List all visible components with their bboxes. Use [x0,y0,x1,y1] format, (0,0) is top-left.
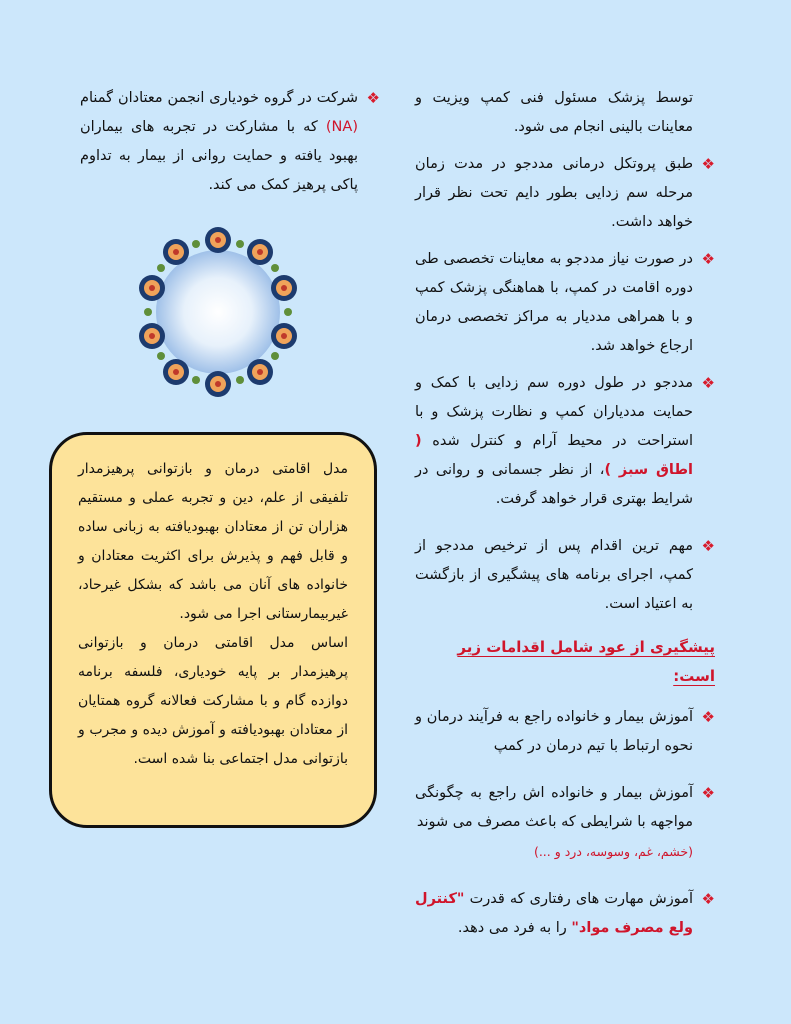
prevention-item-2-note: (خشم، غم، وسوسه، درد و ...) [533,844,693,859]
prevention-item-1 [415,703,715,761]
diamond-bullet-icon: ❖ [701,784,715,802]
diamond-bullet-icon: ❖ [701,708,715,726]
bullet-na-group [80,84,380,200]
diamond-bullet-icon: ❖ [701,250,715,268]
prevention-item-3 [415,885,715,943]
bullet-specialist [415,245,715,361]
bullet-discharge-text: مهم ترین اقدام پس از ترخیص مددجو از کمپ، اجرای برنامه های پیشگیری از بازگشت به اعتیاد است. [415,538,693,612]
prevention-item-2-text: آموزش بیمار و خانواده اش راجع به چگونگی مواجهه با شرایطی که باعث مصرف می شوند [415,785,693,830]
intro-text: توسط پزشک مسئول فنی کمپ ویزیت و معاینات بالینی انجام می شود. [415,90,693,135]
diamond-bullet-icon: ❖ [366,89,380,107]
bullet-protocol-text: طبق پروتکل درمانی مددجو در مدت زمان مرحله سم زدایی بطور دایم تحت نظر قرار خواهد داشت. [415,156,693,230]
na-before: شرکت در گروه خودیاری انجمن معتادان گمنام [80,90,358,106]
diamond-bullet-icon: ❖ [701,155,715,173]
floral-rosette-icon [128,222,308,402]
prevention-item-3-highlight: "کنترل ولع مصرف مواد" [415,891,693,936]
bullet-protocol [415,150,715,237]
diamond-bullet-icon: ❖ [701,890,715,908]
left-column [80,84,380,200]
na-after: که با مشارکت در تجربه های بیماران بهبود یافته و حمایت روانی از بیمار به تداوم پاکی پرهیز کمک می کند. [80,119,358,193]
prevention-item-3-after: را به فرد می دهد. [457,920,567,936]
prevention-item-3-before: آموزش مهارت های رفتاری که قدرت [469,891,694,907]
info-box [49,432,377,828]
na-highlight: (NA) [325,119,358,135]
info-box-paragraph-2: اساس مدل اقامتی درمان و بازتوانی پرهیزمدار بر پایه خودیاری، فلسفه برنامه دوازده گام و با مشارکت فعالانه گروه همتایان از معتادان بهبودیافته و آموزش دیده و مجرب و بازتوانی مدل اجتماعی بنا شده است. [78,635,348,767]
prevention-item-1-text: آموزش بیمار و خانواده راجع به فرآیند درمان و نحوه ارتباط با تیم درمان در کمپ [415,709,693,754]
green-room-highlight: ( اطاق سبز ) [415,433,694,478]
bullet-green-room [415,369,715,514]
diamond-bullet-icon: ❖ [701,537,715,555]
green-room-after: ، از نظر جسمانی و روانی در شرایط بهتری قرار خواهد گرفت. [415,462,693,507]
diamond-bullet-icon: ❖ [701,374,715,392]
prevention-item-2 [415,779,715,867]
info-box-paragraph-1: مدل اقامتی درمان و بازتوانی پرهیزمدار تلفیقی از علم، دین و تجربه عملی و مستقیم هزاران تن از معتادان بهبودیافته به زبانی ساده و قابل فهم و پذیرش برای اکثریت معتادان و خانواده های آنان می باشد که بشکل غیرحاد، غیربیمارستانی اجرا می شود. [78,461,348,622]
green-room-before: مددجو در طول دوره سم زدایی با کمک و حمایت مددیاران کمپ و نظارت پزشک و با استراحت در محیط آرام و کنترل شده [415,375,693,449]
bullet-specialist-text: در صورت نیاز مددجو به معاینات تخصصی طی دوره اقامت در کمپ، با هماهنگی پزشک کمپ و با همراهی مددیار به مراکز تخصصی درمان ارجاع خواهد شد. [415,251,693,354]
prevention-heading: پیشگیری از عود شامل اقدامات زیر است: [457,638,715,685]
right-column [415,84,715,943]
bullet-discharge [415,532,715,619]
